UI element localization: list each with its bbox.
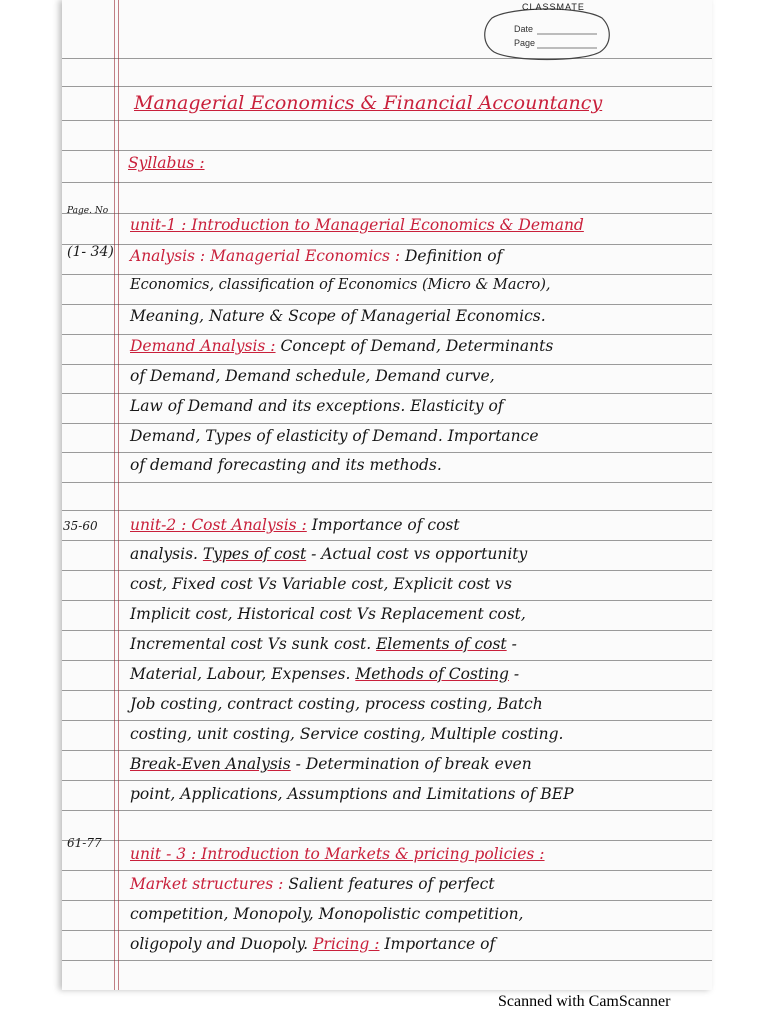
- unit2-line-3: cost, Fixed cost Vs Variable cost, Explicit cost vs: [130, 575, 512, 593]
- page-no-label: Page. No: [67, 206, 109, 216]
- unit2-line-1: unit-2 : Cost Analysis : Importance of cost: [130, 516, 460, 534]
- unit1-heading: unit-1 : Introduction to Managerial Economics & Demand: [130, 216, 584, 234]
- page-title: Managerial Economics & Financial Accountancy: [134, 92, 603, 114]
- unit1-pages: (1- 34): [67, 244, 114, 260]
- unit1-line-9: of demand forecasting and its methods.: [130, 456, 442, 474]
- unit3-line-4: oligopoly and Duopoly. Pricing : Importance of: [130, 935, 496, 953]
- unit1-line-8: Demand, Types of elasticity of Demand. Importance: [130, 427, 539, 445]
- unit2-line-2: analysis. Types of cost - Actual cost vs opportunity: [130, 545, 528, 563]
- unit2-line-10: point, Applications, Assumptions and Limitations of BEP: [130, 785, 574, 803]
- unit1-line-5: Demand Analysis : Concept of Demand, Determinants: [130, 337, 554, 355]
- unit2-line-7: Job costing, contract costing, process costing, Batch: [130, 695, 543, 713]
- unit1-line-6: of Demand, Demand schedule, Demand curve,: [130, 367, 495, 385]
- page-label: Page: [514, 38, 536, 48]
- unit2-line-6: Material, Labour, Expenses. Methods of Costing -: [130, 665, 520, 683]
- unit3-heading: unit - 3 : Introduction to Markets & pricing policies :: [130, 845, 545, 863]
- unit2-line-5: Incremental cost Vs sunk cost. Elements of cost -: [130, 635, 517, 653]
- unit1-line-3: Economics, classification of Economics (Micro & Macro),: [130, 277, 551, 293]
- unit1-line-4: Meaning, Nature & Scope of Managerial Economics.: [130, 307, 546, 325]
- unit3-line-3: competition, Monopoly, Monopolistic competition,: [130, 905, 524, 923]
- date-label: Date: [514, 24, 534, 34]
- syllabus-heading: Syllabus :: [128, 154, 205, 172]
- unit3-line-2: Market structures : Salient features of perfect: [130, 875, 495, 893]
- unit2-line-9: Break-Even Analysis - Determination of break even: [130, 755, 532, 773]
- unit2-line-8: costing, unit costing, Service costing, Multiple costing.: [130, 725, 564, 743]
- unit2-pages: 35-60: [63, 519, 98, 533]
- scanner-watermark: Scanned with CamScanner: [498, 993, 671, 1010]
- ornament-frame-icon: [482, 6, 612, 62]
- brand-name: CLASSMATE: [522, 2, 585, 12]
- notebook-page: [62, 0, 712, 990]
- unit2-line-4: Implicit cost, Historical cost Vs Replacement cost,: [130, 605, 526, 623]
- unit3-pages: 61-77: [67, 836, 102, 850]
- unit1-line-2: Analysis : Managerial Economics : Definition of: [130, 247, 503, 265]
- classmate-date-page-box: [482, 2, 612, 62]
- unit1-line-7: Law of Demand and its exceptions. Elasticity of: [130, 397, 504, 415]
